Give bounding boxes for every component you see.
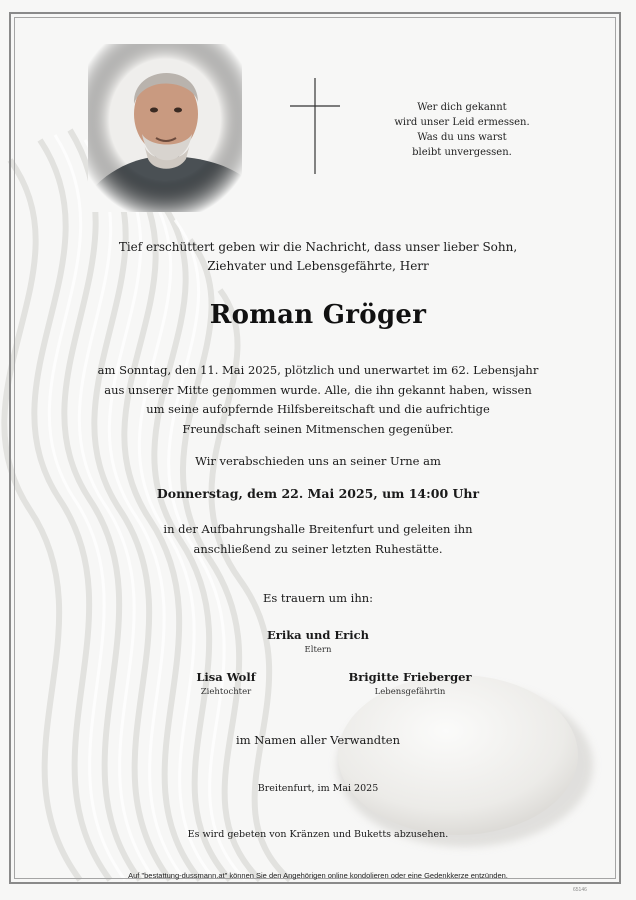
body-line: am Sonntag, den 11. Mai 2025, plötzlich und unerwartet im 62. Lebensjahr [97, 363, 539, 377]
poem-line: bleibt unvergessen. [412, 147, 512, 158]
ceremony-date: Donnerstag, dem 22. Mai 2025, um 14:00 Uhr [156, 486, 480, 501]
mourner-parents-relation: Eltern [304, 645, 332, 655]
intro-line: Tief erschüttert geben wir die Nachricht, dass unser lieber Sohn, [118, 240, 518, 254]
relatives-text: im Namen aller Verwandten [236, 733, 400, 747]
memorial-poem [392, 100, 532, 160]
document-code: 65146 [573, 887, 587, 893]
mourner-foster-daughter-relation: Ziehtochter [200, 687, 252, 697]
cross-icon [290, 78, 340, 174]
condolence-footer: Auf "bestattung-dussmann.at" können Sie den Angehörigen online kondolieren oder eine Gedenkkerze entzünden. [128, 871, 508, 880]
place-line: in der Aufbahrungshalle Breitenfurt und geleiten ihn [163, 522, 473, 536]
deceased-name: Roman Gröger [209, 300, 427, 330]
body-line: aus unserer Mitte genommen wurde. Alle, die ihn gekannt haben, wissen [104, 382, 532, 397]
mourner-foster-daughter-name: Lisa Wolf [196, 670, 256, 684]
place-line: anschließend zu seiner letzten Ruhestätte. [193, 541, 443, 556]
intro-text [60, 238, 576, 276]
intro-line: Ziehvater und Lebensgefährte, Herr [207, 259, 429, 273]
mourner-parents-name: Erika und Erich [267, 628, 369, 642]
poem-line: Wer dich gekannt [417, 102, 507, 113]
farewell-text: Wir verabschieden uns an seiner Urne am [195, 454, 441, 468]
body-line: um seine aufopfernde Hilfsbereitschaft und die aufrichtige [146, 402, 490, 416]
ceremony-place [60, 520, 576, 559]
body-line: Freundschaft seinen Mitmenschen gegenüber. [182, 421, 454, 436]
poem-line: Was du uns warst [417, 132, 507, 143]
place-and-date: Breitenfurt, im Mai 2025 [257, 783, 379, 794]
portrait-photo [88, 44, 242, 212]
mourners-heading: Es trauern um ihn: [262, 591, 374, 605]
announcement-body [60, 361, 576, 439]
poem-line: wird unser Leid ermessen. [394, 117, 530, 128]
flowers-request: Es wird gebeten von Kränzen und Buketts abzusehen. [187, 829, 449, 840]
mourner-partner-name: Brigitte Frieberger [348, 670, 472, 684]
mourner-partner-relation: Lebensgefährtin [374, 687, 446, 697]
